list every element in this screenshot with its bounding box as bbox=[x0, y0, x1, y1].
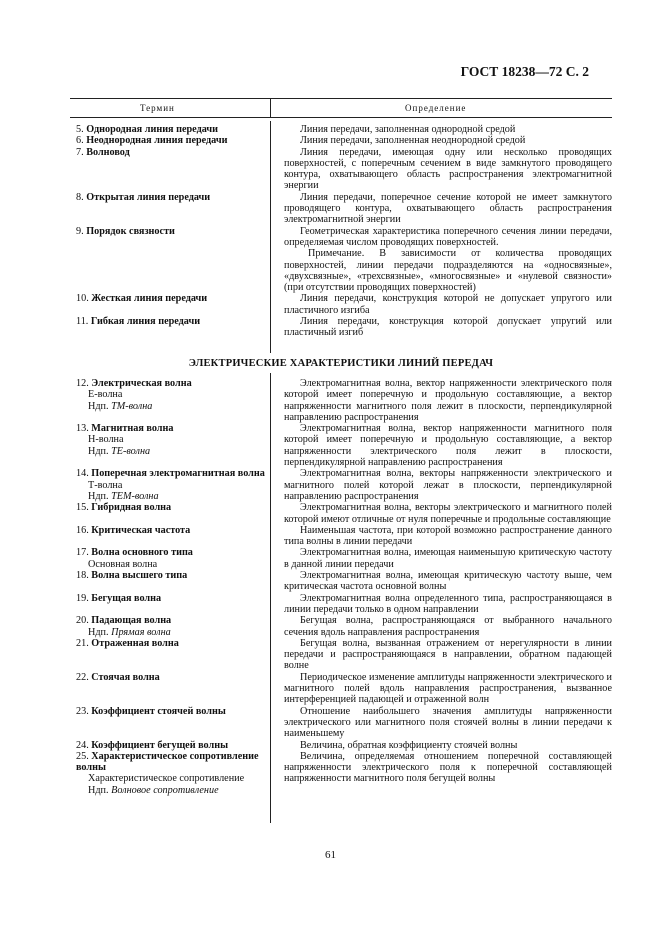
term-cell bbox=[70, 316, 270, 339]
table-row bbox=[70, 135, 612, 146]
term-number: 11. bbox=[76, 316, 89, 328]
term-number: 18. bbox=[76, 570, 89, 582]
term-title bbox=[76, 147, 270, 158]
table-row bbox=[70, 706, 612, 740]
term-name: Падающая волна bbox=[91, 615, 172, 627]
definition-cell bbox=[270, 378, 612, 423]
term-name: Критическая частота bbox=[91, 524, 191, 536]
table-row bbox=[70, 751, 612, 796]
term-title bbox=[76, 706, 270, 717]
term-title bbox=[76, 124, 270, 135]
definition-cell bbox=[270, 316, 612, 339]
definition-text: Электромагнитная волна, векторы напряженности электрического и магнитного полей которой лежат в плоскости, перпендикулярной направлению распространения bbox=[284, 468, 612, 502]
table-row bbox=[70, 570, 612, 593]
table-row bbox=[70, 423, 612, 468]
terms-table-electrical bbox=[70, 378, 612, 796]
definition-cell bbox=[270, 192, 612, 226]
term-cell bbox=[70, 468, 270, 502]
table-row bbox=[70, 468, 612, 502]
table-row bbox=[70, 378, 612, 423]
term-name: Волна высшего типа bbox=[91, 570, 188, 582]
table-row bbox=[70, 192, 612, 226]
ndp-label: Ндп. bbox=[88, 626, 109, 638]
ndp-label: Ндп. bbox=[88, 490, 109, 502]
ndp-term: ТЕ-волна bbox=[111, 445, 151, 457]
definition-text: Электромагнитная волна, векторы электрического и магнитного полей которой имеют отличные от нуля поперечные и продольные составляющие bbox=[284, 502, 612, 525]
term-synonym: Характеристическое сопротивление bbox=[88, 773, 245, 785]
term-cell bbox=[70, 423, 270, 468]
term-title bbox=[76, 468, 270, 479]
term-synonym: Н-волна bbox=[88, 434, 124, 446]
term-cell bbox=[70, 751, 270, 796]
definition-cell bbox=[270, 706, 612, 740]
term-name: Электрическая волна bbox=[91, 378, 192, 389]
definition-text: Электромагнитная волна определенного типа, распространяющаяся в линии передачи только в одном направлении bbox=[284, 592, 612, 615]
term-synonym: Т-волна bbox=[88, 479, 123, 491]
term-number: 7. bbox=[76, 146, 84, 158]
term-name: Коэффициент стоячей волны bbox=[91, 705, 226, 717]
term-number: 10. bbox=[76, 293, 89, 305]
table-row bbox=[70, 740, 612, 751]
definition-text: Линия передачи, поперечное сечение которой не имеет замкнутого проводящего контура, охватывающего область распространения электромагнитной энергии bbox=[284, 191, 612, 226]
definition-text: Величина, определяемая отношением поперечной составляющей напряженности электрического поля к поперечной составляющей напряженности магнитного поля бегущей волны bbox=[284, 750, 612, 785]
table-row bbox=[70, 316, 612, 339]
definition-cell bbox=[270, 570, 612, 593]
ndp-term: ТЕМ-волна bbox=[111, 490, 159, 502]
term-cell bbox=[70, 293, 270, 316]
term-not-allowed bbox=[76, 785, 270, 796]
definition-text: Линия передачи, заполненная неоднородной средой bbox=[300, 135, 526, 147]
definition-text: Бегущая волна, вызванная отражением от нерегулярности в линии передачи и распространяющаяся в направлении, обратном падающей волне bbox=[284, 637, 612, 672]
table-row bbox=[70, 672, 612, 706]
section-title: ЭЛЕКТРИЧЕСКИЕ ХАРАКТЕРИСТИКИ ЛИНИЙ ПЕРЕДАЧ bbox=[188, 358, 494, 369]
term-not-allowed bbox=[76, 491, 270, 502]
term-title bbox=[76, 593, 270, 604]
term-number: 13. bbox=[76, 423, 89, 435]
term-title bbox=[76, 751, 270, 774]
term-number: 19. bbox=[76, 592, 89, 604]
term-name: Отраженная волна bbox=[91, 637, 179, 649]
definition-text: Линия передачи, заполненная однородной средой bbox=[300, 124, 516, 135]
term-title bbox=[76, 525, 270, 536]
term-name: Стоячая волна bbox=[91, 671, 160, 683]
term-title bbox=[76, 502, 270, 513]
term-number: 12. bbox=[76, 378, 89, 389]
term-title bbox=[76, 192, 270, 203]
document-header: ГОСТ 18238—72 С. 2 bbox=[460, 64, 589, 79]
definition-cell bbox=[270, 124, 612, 135]
term-name: Гибридная волна bbox=[91, 502, 172, 514]
ndp-term: Прямая волна bbox=[111, 626, 171, 638]
table-row bbox=[70, 525, 612, 548]
ndp-label: Ндп. bbox=[88, 784, 109, 796]
term-cell bbox=[70, 672, 270, 706]
definition-cell bbox=[270, 423, 612, 468]
term-cell bbox=[70, 706, 270, 740]
term-synonym: Е-волна bbox=[88, 389, 123, 401]
term-name: Поперечная электромагнитная волна bbox=[91, 468, 265, 480]
definition-cell bbox=[270, 615, 612, 638]
definition-cell bbox=[270, 226, 612, 294]
definition-text: Наименьшая частота, при которой возможно распространение данного типа волны в линии передачи bbox=[284, 524, 612, 548]
term-title bbox=[76, 547, 270, 558]
term-title bbox=[76, 293, 270, 304]
term-title bbox=[76, 316, 270, 327]
term-number: 5. bbox=[76, 124, 84, 135]
term-name: Магнитная волна bbox=[91, 423, 174, 435]
definition-cell bbox=[270, 468, 612, 502]
table-header-rule bbox=[70, 117, 612, 118]
definition-text: Геометрическая характеристика поперечного сечения линии передачи, определяемая числом проводящих поверхностей. bbox=[284, 225, 612, 248]
definition-text: Линия передачи, имеющая одну или несколько проводящих поверхностей, с поперечным сечением в виде замкнутого проводящего контура, охватывающего область распространения электромагнитной энергии bbox=[284, 146, 612, 192]
term-number: 9. bbox=[76, 225, 84, 237]
definition-text: Линия передачи, конструкция которой не допускает упругого или пластичного изгиба bbox=[284, 293, 612, 316]
table-row bbox=[70, 593, 612, 616]
table-row bbox=[70, 226, 612, 294]
term-cell bbox=[70, 192, 270, 226]
term-title bbox=[76, 638, 270, 649]
term-name: Волна основного типа bbox=[91, 547, 193, 559]
term-number: 6. bbox=[76, 135, 84, 147]
term-number: 20. bbox=[76, 615, 89, 627]
term-title bbox=[76, 570, 270, 581]
definition-text: Отношение наибольшего значения амплитуды напряженности электрического или магнитного поля стоячей волны в линии передачи к наименьшему bbox=[284, 705, 612, 740]
definition-cell bbox=[270, 293, 612, 316]
term-number: 21. bbox=[76, 637, 89, 649]
definition-cell bbox=[270, 740, 612, 751]
definition-cell bbox=[270, 502, 612, 525]
definition-cell bbox=[270, 672, 612, 706]
term-number: 14. bbox=[76, 468, 89, 480]
ndp-term: ТМ-волна bbox=[111, 400, 153, 412]
term-title bbox=[76, 672, 270, 683]
term-cell bbox=[70, 570, 270, 593]
term-number: 15. bbox=[76, 502, 89, 514]
definition-cell bbox=[270, 135, 612, 146]
term-name: Однородная линия передачи bbox=[86, 124, 219, 135]
term-cell bbox=[70, 547, 270, 570]
term-cell bbox=[70, 226, 270, 294]
definition-text: Электромагнитная волна, имеющая наименьшую критическую частоту в данной линии передачи bbox=[284, 547, 612, 570]
page-number: 61 bbox=[325, 849, 336, 861]
term-number: 22. bbox=[76, 671, 89, 683]
definition-cell bbox=[270, 525, 612, 548]
definition-cell bbox=[270, 547, 612, 570]
column-header-definition: Определение bbox=[405, 103, 467, 113]
term-cell bbox=[70, 525, 270, 548]
definition-note: Примечание. В зависимости от количества проводящих поверхностей, линии передачи подразделяются на «односвязные», «двухсвязные», «трехсвязные», «многосвязные» и «нулевой связности» (при отсутствии проводящих поверхностей) bbox=[284, 248, 612, 294]
term-cell bbox=[70, 135, 270, 146]
definition-text: Величина, обратная коэффициенту стоячей волны bbox=[300, 739, 518, 751]
term-name: Характеристическое сопротивление волны bbox=[76, 750, 259, 774]
term-name: Порядок связности bbox=[86, 225, 175, 237]
definition-text: Электромагнитная волна, вектор напряженности магнитного поля которой имеет поперечную и продольную составляющие, а вектор напряженности электрического поля лежит в плоскости, перпендикулярной направлению распространения bbox=[284, 423, 612, 469]
definition-cell bbox=[270, 751, 612, 796]
term-title bbox=[76, 423, 270, 434]
definition-cell bbox=[270, 593, 612, 616]
term-synonym: Основная волна bbox=[88, 558, 158, 570]
table-top-rule bbox=[70, 98, 612, 99]
term-number: 8. bbox=[76, 191, 84, 203]
term-cell bbox=[70, 638, 270, 672]
term-cell bbox=[70, 593, 270, 616]
term-title bbox=[76, 135, 270, 146]
definition-cell bbox=[270, 147, 612, 192]
term-name: Бегущая волна bbox=[91, 592, 162, 604]
definition-text: Бегущая волна, распространяющаяся от выбранного начального сечения вдоль направления распространения bbox=[284, 615, 612, 638]
term-number: 17. bbox=[76, 547, 89, 559]
ndp-label: Ндп. bbox=[88, 400, 109, 412]
term-number: 24. bbox=[76, 739, 89, 751]
definition-text: Линия передачи, конструкция которой допускает упругий или пластичный изгиб bbox=[284, 316, 612, 339]
term-title bbox=[76, 378, 270, 389]
header-column-divider bbox=[270, 98, 271, 117]
definition-text: Периодическое изменение амплитуды напряженности электрического и магнитного полей вдоль направления распространения, вызванное интерференцией падающей и отраженной волн bbox=[284, 671, 612, 706]
term-title bbox=[76, 226, 270, 237]
table-row bbox=[70, 293, 612, 316]
table-row bbox=[70, 547, 612, 570]
table-row bbox=[70, 502, 612, 525]
term-name: Волновод bbox=[86, 146, 130, 158]
term-cell bbox=[70, 502, 270, 525]
definition-text: Электромагнитная волна, имеющая критическую частоту выше, чем критическая частота основной волны bbox=[284, 570, 612, 593]
table-row bbox=[70, 638, 612, 672]
term-number: 25. bbox=[76, 750, 89, 762]
term-name: Коэффициент бегущей волны bbox=[91, 739, 229, 751]
term-cell bbox=[70, 740, 270, 751]
term-title bbox=[76, 615, 270, 626]
table-row bbox=[70, 615, 612, 638]
column-header-term: Термин bbox=[140, 103, 175, 113]
term-cell bbox=[70, 378, 270, 423]
term-name: Гибкая линия передачи bbox=[90, 316, 201, 328]
term-cell bbox=[70, 615, 270, 638]
term-number: 16. bbox=[76, 524, 89, 536]
term-name: Неоднородная линия передачи bbox=[86, 135, 228, 147]
term-not-allowed bbox=[76, 401, 270, 412]
term-number: 23. bbox=[76, 705, 89, 717]
term-name: Открытая линия передачи bbox=[86, 191, 211, 203]
definition-text: Электромагнитная волна, вектор напряженности электрического поля которой имеет поперечную и продольную составляющие, а вектор напряженности магнитного поля лежит в плоскости, перпендикулярной направлению распространения bbox=[284, 378, 612, 423]
term-cell bbox=[70, 147, 270, 192]
table-row bbox=[70, 124, 612, 135]
term-not-allowed bbox=[76, 446, 270, 457]
term-not-allowed bbox=[76, 627, 270, 638]
definition-cell bbox=[270, 638, 612, 672]
term-title bbox=[76, 740, 270, 751]
table-row bbox=[70, 147, 612, 192]
terms-table-general bbox=[70, 124, 612, 339]
ndp-label: Ндп. bbox=[88, 445, 109, 457]
ndp-term: Волновое сопротивление bbox=[111, 784, 219, 796]
term-cell bbox=[70, 124, 270, 135]
term-name: Жесткая линия передачи bbox=[91, 293, 208, 305]
